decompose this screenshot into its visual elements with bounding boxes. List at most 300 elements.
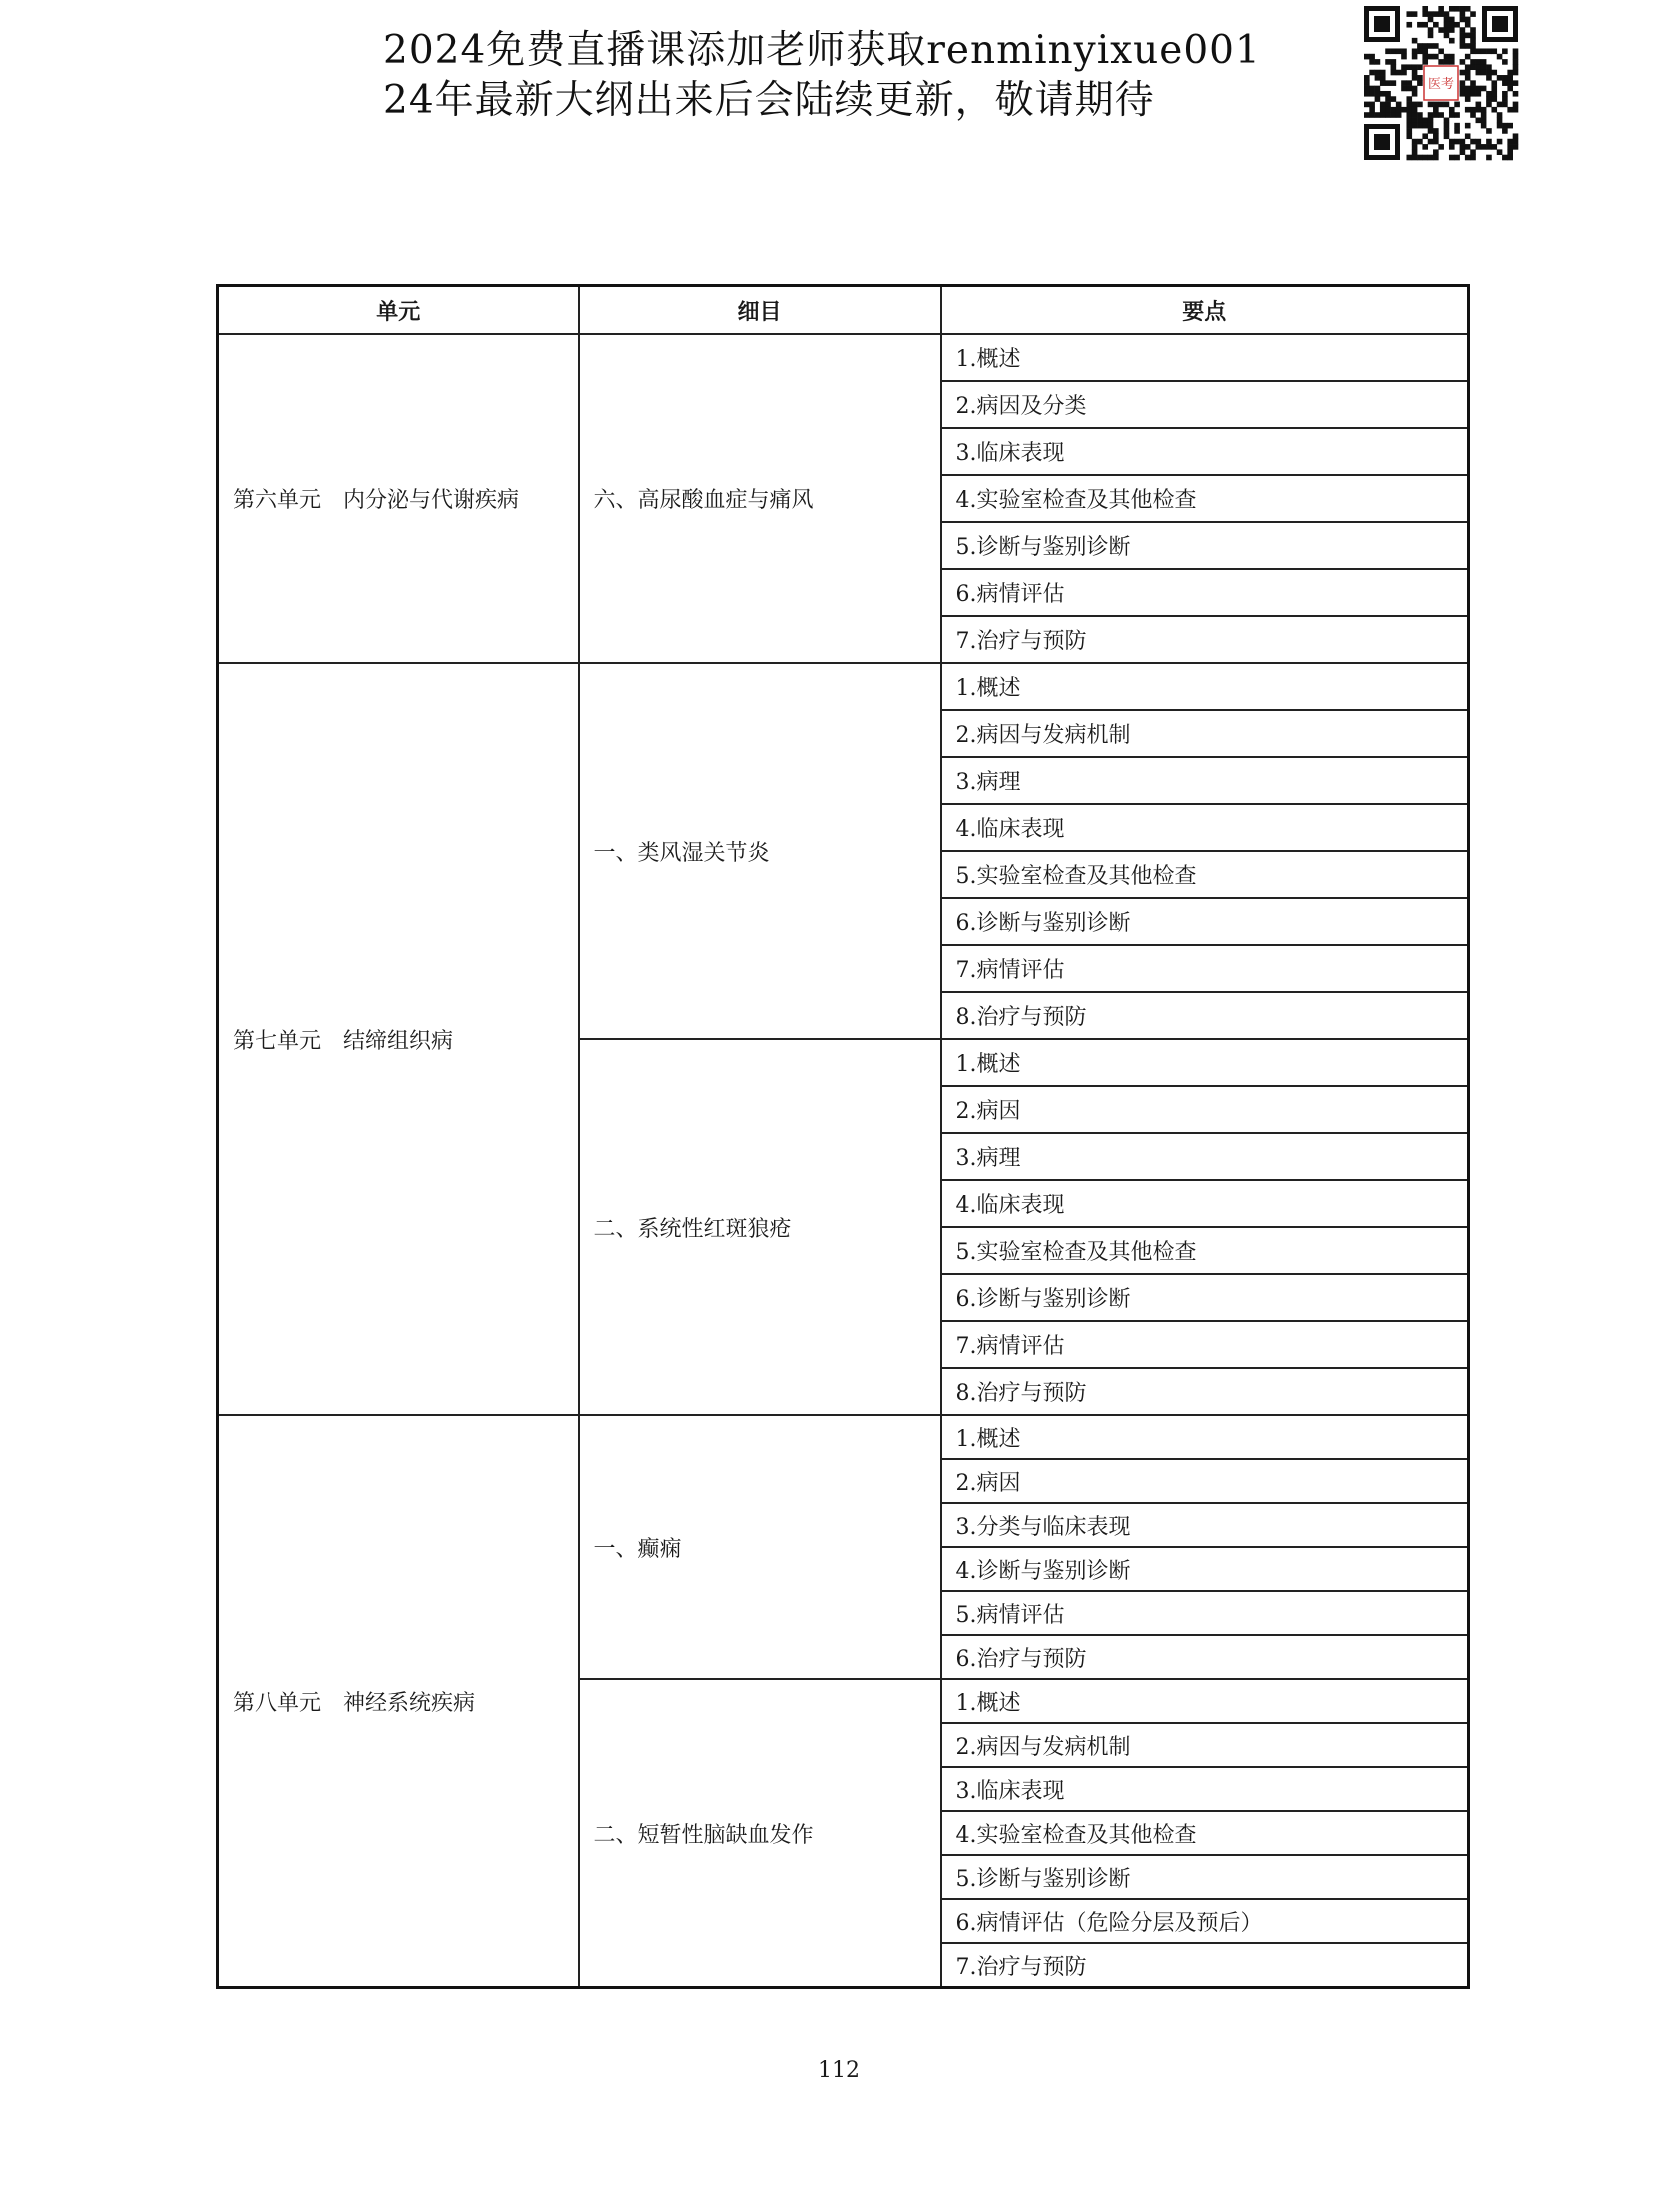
- qr-module: [1491, 107, 1497, 113]
- qr-module: [1406, 123, 1412, 129]
- point-cell: 1.概述: [941, 663, 1469, 710]
- qr-module: [1391, 112, 1397, 118]
- qr-module: [1465, 91, 1471, 97]
- qr-module: [1369, 59, 1375, 65]
- qr-module: [1449, 38, 1455, 44]
- qr-module: [1470, 80, 1476, 86]
- qr-module: [1513, 59, 1519, 65]
- qr-module: [1481, 86, 1487, 92]
- qr-module: [1497, 54, 1503, 60]
- qr-module: [1507, 144, 1513, 150]
- qr-module: [1449, 112, 1455, 118]
- point-cell: 5.病情评估: [941, 1591, 1469, 1635]
- unit-cell: 第七单元 结缔组织病: [218, 663, 579, 1415]
- qr-module: [1513, 102, 1519, 108]
- point-cell: 3.临床表现: [941, 1767, 1469, 1811]
- qr-module: [1470, 139, 1476, 145]
- qr-module: [1491, 48, 1497, 54]
- qr-module: [1433, 139, 1439, 145]
- qr-module: [1428, 112, 1434, 118]
- qr-module: [1465, 70, 1471, 76]
- qr-module: [1375, 96, 1381, 102]
- qr-module: [1391, 70, 1397, 76]
- qr-module: [1470, 149, 1476, 155]
- qr-module: [1460, 70, 1466, 76]
- topic-cell: 二、短暂性脑缺血发作: [579, 1679, 941, 1988]
- qr-module: [1417, 75, 1423, 81]
- qr-module: [1444, 11, 1450, 17]
- qr-module: [1412, 102, 1418, 108]
- qr-module: [1422, 22, 1428, 28]
- qr-module: [1422, 59, 1428, 65]
- qr-module: [1369, 102, 1375, 108]
- qr-module: [1513, 107, 1519, 113]
- qr-module: [1513, 64, 1519, 70]
- qr-module: [1465, 33, 1471, 39]
- qr-module: [1454, 22, 1460, 28]
- qr-module: [1449, 17, 1455, 23]
- qr-module: [1380, 102, 1386, 108]
- page-header: [383, 26, 1261, 126]
- point-cell: 6.诊断与鉴别诊断: [941, 898, 1469, 945]
- qr-module: [1417, 48, 1423, 54]
- qr-module: [1470, 27, 1476, 33]
- qr-module: [1513, 48, 1519, 54]
- qr-module: [1481, 64, 1487, 70]
- qr-module: [1444, 27, 1450, 33]
- qr-module: [1502, 123, 1508, 129]
- qr-module: [1406, 133, 1412, 139]
- qr-module: [1422, 144, 1428, 150]
- qr-module: [1513, 91, 1519, 97]
- qr-module: [1428, 155, 1434, 161]
- qr-module: [1385, 59, 1391, 65]
- qr-module: [1465, 133, 1471, 139]
- qr-module: [1476, 144, 1482, 150]
- qr-module: [1502, 59, 1508, 65]
- qr-module: [1385, 102, 1391, 108]
- qr-code: [1362, 4, 1520, 162]
- qr-module: [1433, 22, 1439, 28]
- qr-module: [1444, 133, 1450, 139]
- qr-module: [1417, 118, 1423, 124]
- qr-module: [1476, 107, 1482, 113]
- point-cell: 4.诊断与鉴别诊断: [941, 1547, 1469, 1591]
- qr-module: [1449, 6, 1455, 12]
- point-cell: 7.病情评估: [941, 1321, 1469, 1368]
- qr-module: [1428, 123, 1434, 129]
- qr-module: [1380, 112, 1386, 118]
- qr-module: [1406, 96, 1412, 102]
- qr-module: [1396, 112, 1402, 118]
- qr-module: [1412, 38, 1418, 44]
- qr-module: [1412, 155, 1418, 161]
- qr-module: [1417, 139, 1423, 145]
- qr-module: [1449, 107, 1455, 113]
- qr-module: [1412, 54, 1418, 60]
- qr-module: [1460, 33, 1466, 39]
- qr-module: [1369, 112, 1375, 118]
- qr-module: [1391, 48, 1397, 54]
- qr-module: [1507, 139, 1513, 145]
- qr-module: [1502, 80, 1508, 86]
- qr-module: [1465, 144, 1471, 150]
- qr-module: [1470, 11, 1476, 17]
- qr-module: [1460, 59, 1466, 65]
- qr-module: [1412, 139, 1418, 145]
- point-cell: 1.概述: [941, 334, 1469, 381]
- qr-module: [1412, 75, 1418, 81]
- qr-module: [1470, 107, 1476, 113]
- point-cell: 7.治疗与预防: [941, 1943, 1469, 1988]
- qr-module: [1449, 139, 1455, 145]
- qr-module: [1465, 86, 1471, 92]
- qr-module: [1444, 118, 1450, 124]
- qr-module: [1460, 80, 1466, 86]
- point-cell: 6.病情评估（危险分层及预后）: [941, 1899, 1469, 1943]
- qr-module: [1369, 54, 1375, 60]
- qr-module: [1476, 102, 1482, 108]
- qr-module: [1433, 155, 1439, 161]
- qr-module: [1433, 128, 1439, 134]
- qr-module: [1507, 86, 1513, 92]
- qr-module: [1481, 144, 1487, 150]
- qr-module: [1396, 102, 1402, 108]
- qr-module: [1465, 96, 1471, 102]
- qr-module: [1380, 91, 1386, 97]
- table-body: [218, 334, 1469, 1988]
- qr-module: [1433, 149, 1439, 155]
- qr-module: [1412, 11, 1418, 17]
- qr-module: [1433, 43, 1439, 49]
- qr-module: [1486, 139, 1492, 145]
- qr-module: [1391, 80, 1397, 86]
- qr-module: [1412, 112, 1418, 118]
- qr-module: [1497, 149, 1503, 155]
- point-cell: 5.诊断与鉴别诊断: [941, 1855, 1469, 1899]
- point-cell: 6.诊断与鉴别诊断: [941, 1274, 1469, 1321]
- qr-module: [1513, 139, 1519, 145]
- qr-module: [1401, 48, 1407, 54]
- qr-module: [1486, 128, 1492, 134]
- qr-module: [1486, 102, 1492, 108]
- qr-module: [1481, 118, 1487, 124]
- qr-module: [1454, 102, 1460, 108]
- qr-module: [1375, 75, 1381, 81]
- qr-module: [1470, 48, 1476, 54]
- header-topic: 细目: [579, 286, 941, 335]
- qr-module: [1438, 48, 1444, 54]
- qr-module: [1422, 48, 1428, 54]
- qr-module: [1385, 48, 1391, 54]
- qr-module: [1507, 149, 1513, 155]
- qr-module: [1433, 11, 1439, 17]
- qr-module: [1385, 112, 1391, 118]
- qr-module: [1406, 118, 1412, 124]
- qr-module: [1412, 149, 1418, 155]
- qr-module: [1449, 54, 1455, 60]
- qr-module: [1401, 107, 1407, 113]
- qr-module: [1491, 80, 1497, 86]
- qr-module: [1465, 107, 1471, 113]
- point-cell: 8.治疗与预防: [941, 992, 1469, 1039]
- point-cell: 5.实验室检查及其他检查: [941, 851, 1469, 898]
- point-cell: 7.治疗与预防: [941, 616, 1469, 663]
- qr-module: [1465, 64, 1471, 70]
- qr-module: [1422, 123, 1428, 129]
- qr-module: [1364, 54, 1370, 60]
- qr-module: [1364, 86, 1370, 92]
- header-unit: 单元: [218, 286, 579, 335]
- qr-module: [1364, 91, 1370, 97]
- qr-module: [1422, 6, 1428, 12]
- qr-module: [1465, 43, 1471, 49]
- topic-cell: 一、癫痫: [579, 1415, 941, 1679]
- point-cell: 2.病因及分类: [941, 381, 1469, 428]
- qr-module: [1481, 48, 1487, 54]
- qr-module: [1481, 112, 1487, 118]
- qr-module: [1460, 86, 1466, 92]
- qr-module: [1422, 11, 1428, 17]
- qr-module: [1444, 17, 1450, 23]
- qr-module: [1502, 91, 1508, 97]
- qr-module: [1428, 128, 1434, 134]
- qr-module: [1465, 17, 1471, 23]
- qr-module: [1465, 75, 1471, 81]
- qr-module: [1396, 107, 1402, 113]
- qr-module: [1465, 123, 1471, 129]
- qr-module: [1406, 102, 1412, 108]
- qr-module: [1502, 102, 1508, 108]
- unit-cell: 第八单元 神经系统疾病: [218, 1415, 579, 1988]
- qr-module: [1438, 11, 1444, 17]
- qr-module: [1513, 54, 1519, 60]
- qr-module: [1417, 43, 1423, 49]
- qr-logo-text: 医考: [1427, 77, 1455, 92]
- qr-module: [1476, 70, 1482, 76]
- qr-module: [1380, 70, 1386, 76]
- point-cell: 4.临床表现: [941, 1180, 1469, 1227]
- qr-module: [1396, 48, 1402, 54]
- qr-finder-top-left: [1364, 6, 1400, 42]
- qr-module: [1507, 107, 1513, 113]
- qr-module: [1476, 139, 1482, 145]
- qr-module: [1391, 107, 1397, 113]
- qr-module: [1454, 128, 1460, 134]
- qr-module: [1476, 64, 1482, 70]
- qr-module: [1444, 54, 1450, 60]
- qr-module: [1401, 80, 1407, 86]
- qr-module: [1486, 70, 1492, 76]
- qr-module: [1460, 38, 1466, 44]
- qr-module: [1481, 59, 1487, 65]
- qr-module: [1460, 91, 1466, 97]
- qr-module: [1454, 155, 1460, 161]
- qr-module: [1470, 86, 1476, 92]
- qr-module: [1369, 86, 1375, 92]
- qr-module: [1491, 144, 1497, 150]
- qr-module: [1364, 112, 1370, 118]
- qr-module: [1401, 70, 1407, 76]
- qr-module: [1422, 118, 1428, 124]
- point-cell: 1.概述: [941, 1415, 1469, 1459]
- qr-module: [1502, 96, 1508, 102]
- qr-module: [1422, 133, 1428, 139]
- point-cell: 2.病因: [941, 1459, 1469, 1503]
- qr-module: [1369, 70, 1375, 76]
- qr-module: [1428, 139, 1434, 145]
- point-cell: 6.病情评估: [941, 569, 1469, 616]
- qr-module: [1491, 96, 1497, 102]
- qr-module: [1364, 80, 1370, 86]
- qr-module: [1417, 112, 1423, 118]
- point-cell: 5.诊断与鉴别诊断: [941, 522, 1469, 569]
- qr-module: [1444, 33, 1450, 39]
- qr-module: [1449, 155, 1455, 161]
- qr-module: [1497, 139, 1503, 145]
- qr-module: [1422, 43, 1428, 49]
- qr-module: [1444, 123, 1450, 129]
- qr-module: [1491, 70, 1497, 76]
- qr-module: [1449, 22, 1455, 28]
- qr-module: [1428, 54, 1434, 60]
- qr-module: [1433, 133, 1439, 139]
- qr-module: [1460, 11, 1466, 17]
- qr-module: [1476, 86, 1482, 92]
- qr-module: [1417, 155, 1423, 161]
- point-cell: 2.病因与发病机制: [941, 710, 1469, 757]
- qr-module: [1422, 54, 1428, 60]
- qr-module: [1385, 96, 1391, 102]
- qr-module: [1380, 75, 1386, 81]
- qr-module: [1401, 64, 1407, 70]
- qr-module: [1406, 80, 1412, 86]
- qr-module: [1428, 102, 1434, 108]
- qr-module: [1375, 86, 1381, 92]
- qr-module: [1428, 33, 1434, 39]
- qr-module: [1428, 17, 1434, 23]
- qr-module: [1470, 33, 1476, 39]
- point-cell: 4.实验室检查及其他检查: [941, 1811, 1469, 1855]
- qr-module: [1380, 80, 1386, 86]
- qr-module: [1433, 54, 1439, 60]
- table-row: [218, 334, 1469, 381]
- qr-module: [1375, 112, 1381, 118]
- qr-module: [1412, 70, 1418, 76]
- topic-cell: 二、系统性红斑狼疮: [579, 1039, 941, 1415]
- qr-module: [1481, 107, 1487, 113]
- qr-module: [1438, 6, 1444, 12]
- qr-module: [1412, 91, 1418, 97]
- qr-module: [1391, 64, 1397, 70]
- qr-module: [1491, 86, 1497, 92]
- qr-module: [1502, 48, 1508, 54]
- qr-module: [1502, 75, 1508, 81]
- point-cell: 7.病情评估: [941, 945, 1469, 992]
- point-cell: 1.概述: [941, 1679, 1469, 1723]
- qr-module: [1438, 112, 1444, 118]
- qr-module: [1454, 6, 1460, 12]
- qr-finder-top-right: [1482, 6, 1518, 42]
- qr-module: [1460, 17, 1466, 23]
- header-line-1: 2024免费直播课添加老师获取renminyixue001: [383, 28, 1261, 73]
- qr-module: [1470, 91, 1476, 97]
- qr-module: [1438, 27, 1444, 33]
- table-row: [218, 663, 1469, 710]
- qr-module: [1465, 54, 1471, 60]
- qr-module: [1412, 86, 1418, 92]
- qr-module: [1375, 91, 1381, 97]
- qr-module: [1460, 6, 1466, 12]
- qr-center-logo: [1424, 66, 1458, 100]
- qr-module: [1481, 70, 1487, 76]
- qr-module: [1406, 107, 1412, 113]
- qr-module: [1470, 59, 1476, 65]
- qr-module: [1476, 48, 1482, 54]
- qr-module: [1433, 102, 1439, 108]
- point-cell: 3.病理: [941, 1133, 1469, 1180]
- qr-module: [1460, 149, 1466, 155]
- qr-module: [1513, 80, 1519, 86]
- qr-module: [1417, 80, 1423, 86]
- header-line-2: 24年最新大纲出来后会陆续更新，敬请期待: [383, 78, 1155, 123]
- qr-module: [1507, 123, 1513, 129]
- qr-module: [1507, 70, 1513, 76]
- qr-module: [1385, 91, 1391, 97]
- qr-module: [1412, 123, 1418, 129]
- qr-module: [1406, 22, 1412, 28]
- qr-module: [1486, 75, 1492, 81]
- qr-module: [1481, 123, 1487, 129]
- qr-module: [1444, 102, 1450, 108]
- qr-module: [1406, 86, 1412, 92]
- header-points: 要点: [941, 286, 1469, 335]
- qr-module: [1497, 123, 1503, 129]
- qr-module: [1465, 22, 1471, 28]
- point-cell: 4.实验室检查及其他检查: [941, 475, 1469, 522]
- qr-module: [1497, 102, 1503, 108]
- qr-module: [1486, 48, 1492, 54]
- qr-module: [1412, 144, 1418, 150]
- qr-module: [1454, 123, 1460, 129]
- qr-module: [1417, 22, 1423, 28]
- qr-module: [1401, 86, 1407, 92]
- qr-module: [1449, 59, 1455, 65]
- unit-cell: 第六单元 内分泌与代谢疾病: [218, 334, 579, 663]
- qr-module: [1476, 118, 1482, 124]
- qr-module: [1380, 107, 1386, 113]
- qr-module: [1417, 64, 1423, 70]
- qr-code-image: [1362, 4, 1520, 162]
- qr-module: [1428, 118, 1434, 124]
- qr-module: [1375, 70, 1381, 76]
- qr-module: [1406, 11, 1412, 17]
- qr-module: [1444, 128, 1450, 134]
- qr-module: [1513, 144, 1519, 150]
- qr-module: [1406, 112, 1412, 118]
- qr-module: [1486, 144, 1492, 150]
- point-cell: 3.分类与临床表现: [941, 1503, 1469, 1547]
- qr-module: [1438, 144, 1444, 150]
- qr-module: [1444, 59, 1450, 65]
- qr-module: [1391, 96, 1397, 102]
- qr-module: [1406, 64, 1412, 70]
- qr-module: [1401, 54, 1407, 60]
- point-cell: 3.病理: [941, 757, 1469, 804]
- qr-module: [1465, 155, 1471, 161]
- table-row: [218, 1415, 1469, 1459]
- point-cell: 1.概述: [941, 1039, 1469, 1086]
